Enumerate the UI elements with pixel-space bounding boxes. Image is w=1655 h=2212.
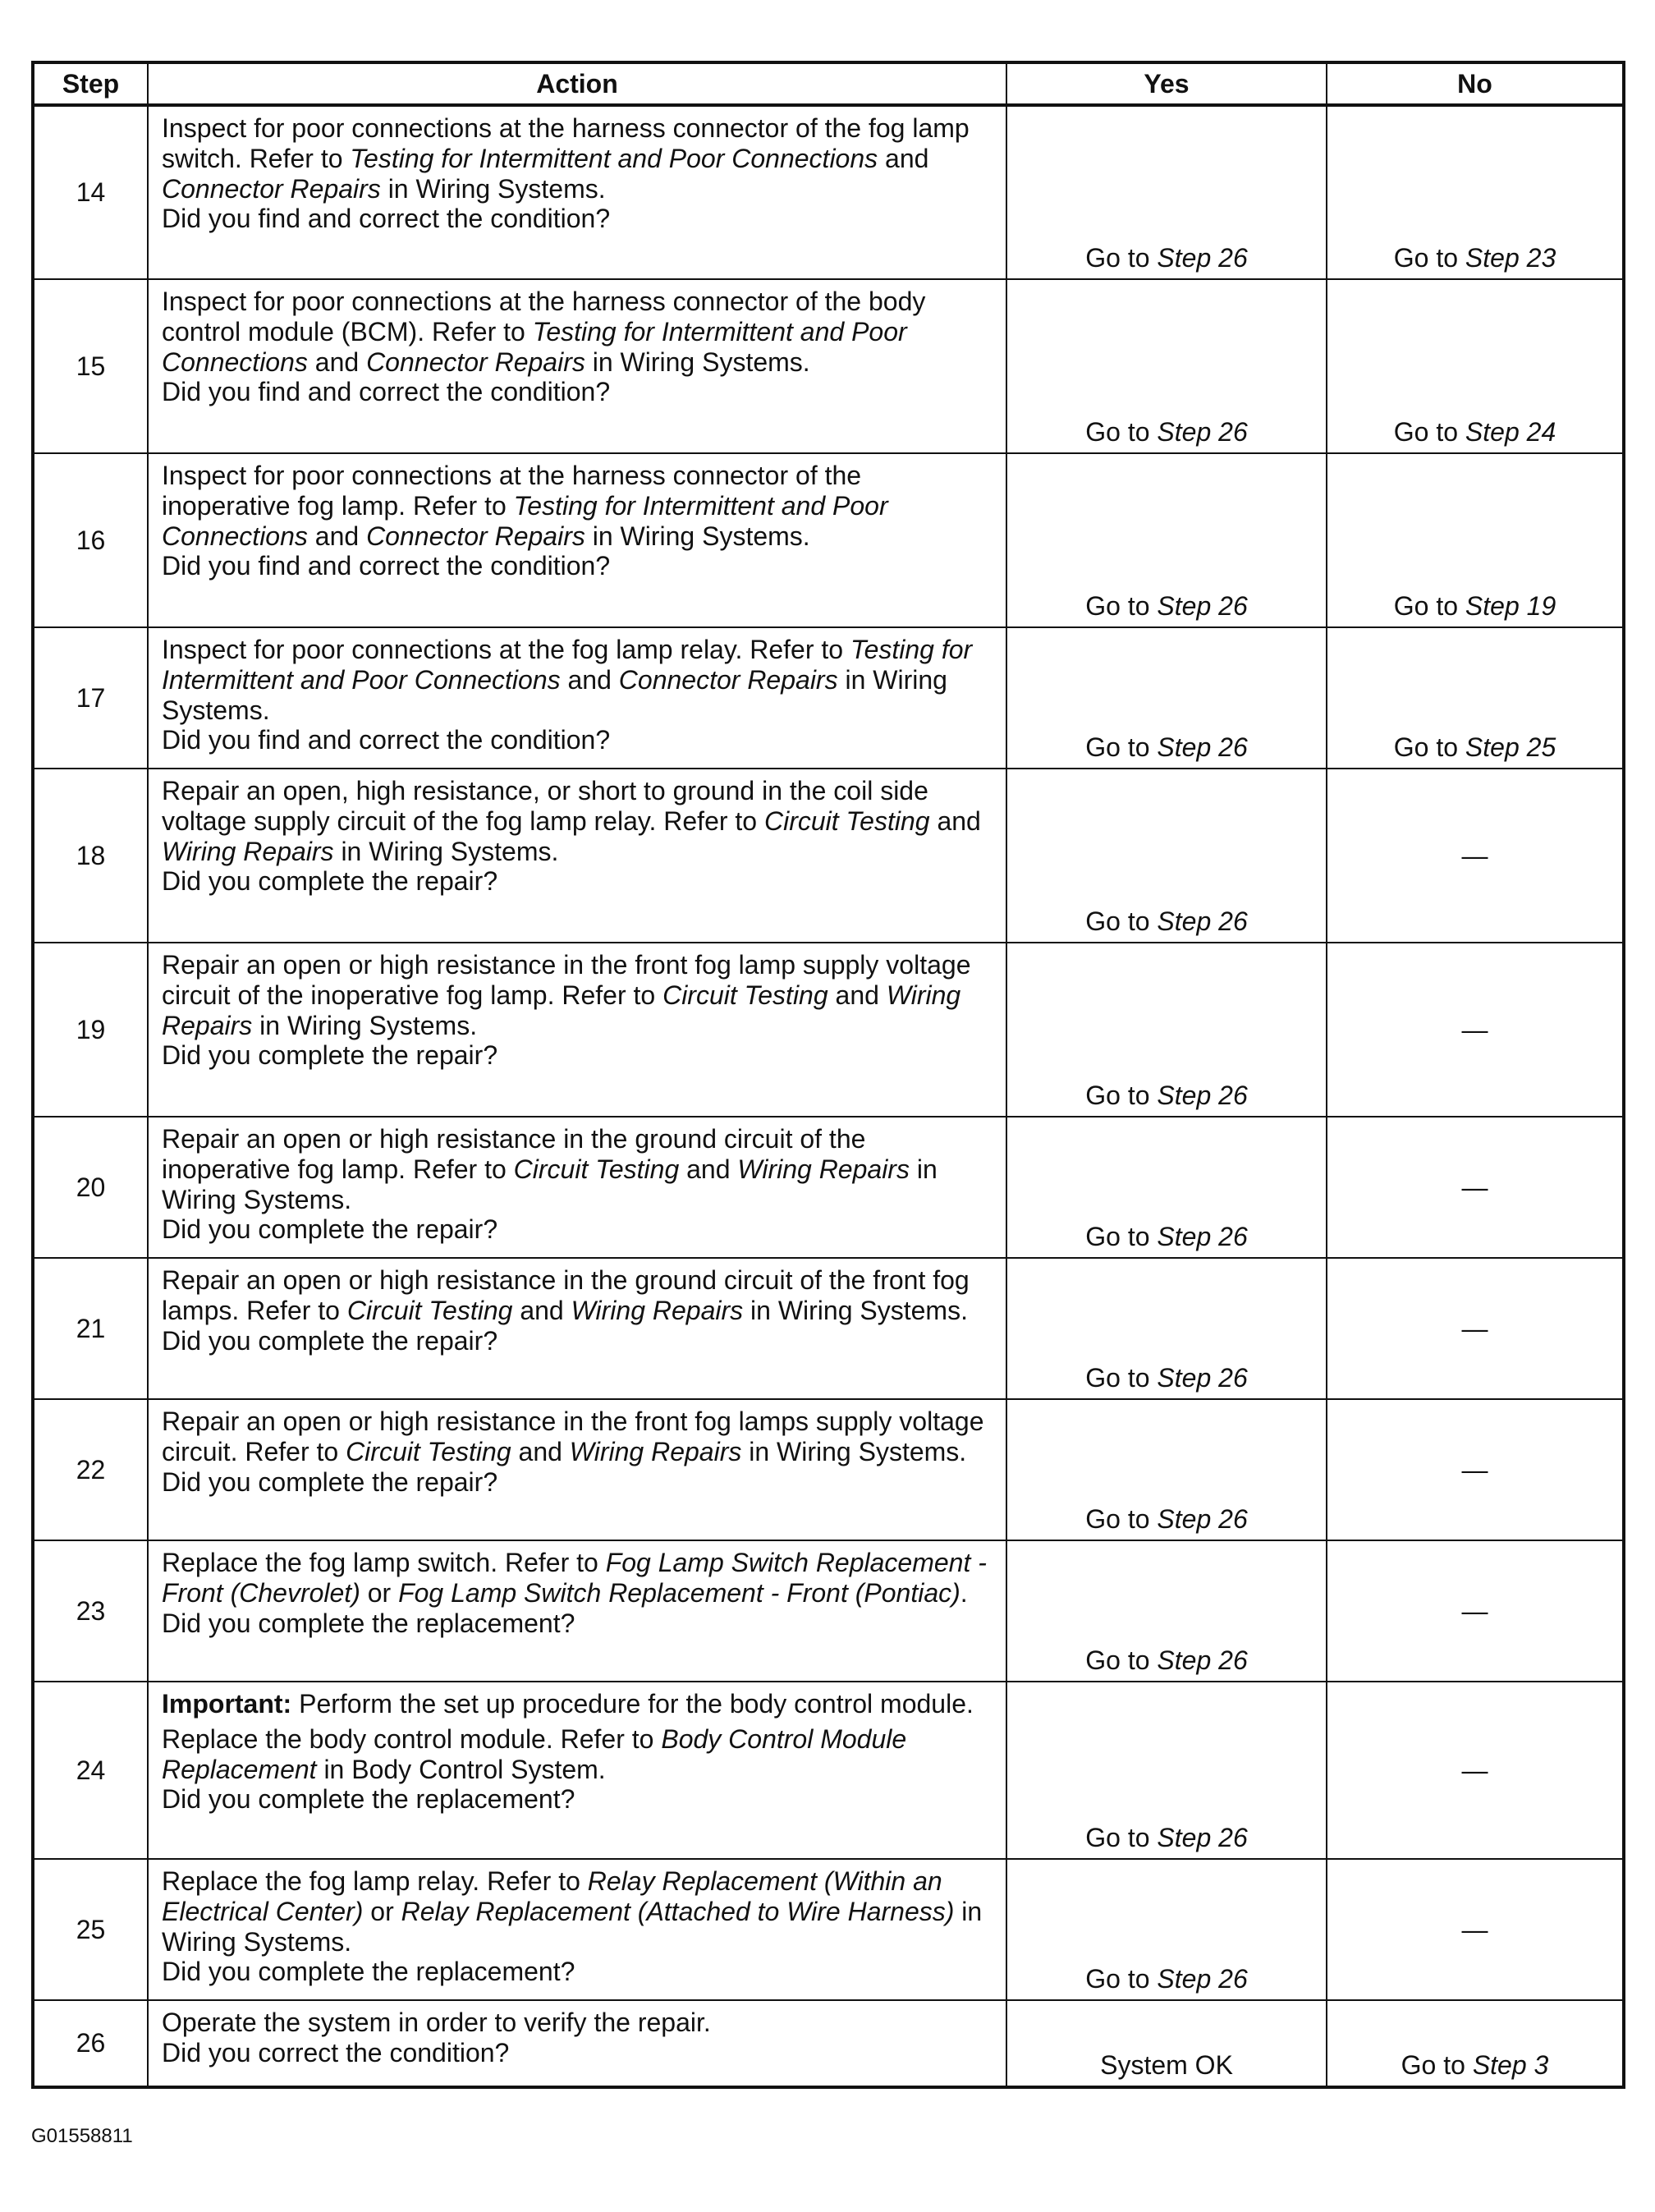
reference-text: Testing for Intermittent and Poor Connections [162, 635, 973, 695]
action-text: in Wiring Systems. [252, 1010, 478, 1040]
action-text: Repair an open or high resistance in the ground circuit of the inoperative fog lamp. Refer to [162, 1124, 866, 1184]
yes-text: Go to [1085, 1823, 1158, 1852]
no-cell [1327, 1258, 1624, 1399]
reference-text: Body Control Module Replacement [162, 1723, 907, 1784]
action-text: in Wiring Systems. [743, 1295, 968, 1325]
action-question: Did you complete the repair? [162, 866, 498, 897]
yes-text: Go to [1085, 906, 1158, 936]
table-row [33, 105, 1624, 279]
no-dash: — [1461, 1014, 1488, 1044]
yes-text: Go to [1085, 732, 1158, 762]
action-text: Perform the set up procedure for the body control module. [291, 1689, 974, 1719]
yes-text: Go to [1085, 1363, 1158, 1393]
yes-step-link[interactable]: Step 26 [1157, 1645, 1248, 1675]
table-row [33, 2000, 1624, 2087]
yes-step-link[interactable]: Step 26 [1157, 591, 1248, 621]
action-text: Operate the system in order to verify the repair. [162, 2008, 711, 2037]
reference-text: Circuit Testing [346, 1436, 511, 1466]
no-dash: — [1461, 1454, 1488, 1485]
no-cell [1327, 2000, 1624, 2087]
no-cell [1327, 453, 1624, 627]
action-question: Did you find and correct the condition? [162, 204, 611, 234]
action-question: Did you complete the replacement? [162, 1957, 575, 1987]
action-question: Did you complete the replacement? [162, 1608, 575, 1638]
yes-step-link[interactable]: Step 26 [1157, 1823, 1248, 1852]
reference-text: Testing for Intermittent and Poor Connections [162, 490, 888, 551]
action-text: Replace the fog lamp relay. Refer to [162, 1866, 588, 1896]
yes-text: Go to [1085, 243, 1158, 273]
no-cell [1327, 1117, 1624, 1258]
action-paragraph [162, 1265, 994, 1326]
action-text: Repair an open or high resistance in the front fog lamps supply voltage circuit. Refer to [162, 1407, 984, 1466]
yes-text: System OK [1100, 2050, 1233, 2080]
action-text: in Wiring Systems. [333, 836, 559, 866]
yes-text: Go to [1085, 1222, 1158, 1251]
reference-text: Relay Replacement (Within an Electrical Center) [162, 1866, 942, 1926]
action-question: Did you correct the condition? [162, 2037, 510, 2067]
action-text: in Wiring Systems. [585, 521, 810, 551]
action-paragraph [162, 950, 994, 1040]
action-text: in Wiring Systems. [162, 664, 947, 725]
table-row [33, 1399, 1624, 1540]
step-number: 14 [33, 105, 148, 279]
action-cell [148, 769, 1006, 943]
diagnostic-table [31, 61, 1625, 2089]
yes-step-link[interactable]: Step 26 [1157, 732, 1248, 762]
yes-text: Go to [1085, 591, 1158, 621]
action-question: Did you complete the repair? [162, 1040, 498, 1071]
action-cell [148, 1258, 1006, 1399]
table-row [33, 1117, 1624, 1258]
reference-text: Circuit Testing [346, 1295, 513, 1325]
action-text: in Wiring Systems. [162, 1154, 938, 1214]
reference-text: Wiring Repairs [162, 836, 334, 866]
no-dash: — [1461, 840, 1488, 870]
action-text: or [363, 1896, 401, 1926]
action-cell [148, 2000, 1006, 2087]
action-question: Did you find and correct the condition? [162, 725, 611, 755]
yes-cell [1006, 627, 1327, 769]
yes-text: Go to [1085, 1964, 1158, 1994]
action-text: and [878, 143, 929, 173]
header-action: Action [148, 62, 1006, 105]
no-cell [1327, 1399, 1624, 1540]
action-text: in Wiring Systems. [380, 173, 606, 204]
action-question: Did you complete the repair? [162, 1214, 498, 1245]
no-dash: — [1461, 1914, 1488, 1944]
action-text: Replace the fog lamp switch. Refer to [162, 1548, 606, 1577]
table-row [33, 453, 1624, 627]
action-question: Did you complete the replacement? [162, 1784, 575, 1815]
table-row [33, 279, 1624, 453]
reference-text: Wiring Repairs [737, 1154, 910, 1184]
action-paragraph [162, 1689, 994, 1719]
reference-text: Fog Lamp Switch Replacement - Front (Pontiac) [398, 1577, 960, 1608]
action-cell [148, 105, 1006, 279]
yes-cell [1006, 1258, 1327, 1399]
table-row [33, 1258, 1624, 1399]
action-text: Repair an open, high resistance, or short to ground in the coil side voltage supply circuit of the fog lamp relay. Refer to [162, 776, 928, 836]
action-cell [148, 1117, 1006, 1258]
action-paragraph [162, 1548, 994, 1609]
header-yes: Yes [1006, 62, 1327, 105]
step-number: 18 [33, 769, 148, 943]
no-text: Go to [1393, 591, 1465, 621]
action-paragraph [162, 1866, 994, 1957]
yes-text: Go to [1085, 1504, 1158, 1534]
action-paragraph [162, 635, 994, 725]
action-cell [148, 279, 1006, 453]
no-step-link[interactable]: Step 19 [1465, 591, 1556, 621]
action-cell [148, 453, 1006, 627]
reference-text: Testing for Intermittent and Poor Connections [162, 316, 907, 377]
action-question: Did you complete the repair? [162, 1325, 498, 1356]
action-text: and [307, 346, 367, 377]
table-row [33, 1682, 1624, 1859]
no-step-link[interactable]: Step 25 [1465, 732, 1556, 762]
reference-text: Wiring Repairs [569, 1436, 742, 1466]
yes-cell [1006, 1540, 1327, 1682]
yes-step-link[interactable]: Step 26 [1157, 417, 1248, 447]
no-text: Go to [1393, 732, 1465, 762]
no-cell [1327, 769, 1624, 943]
no-cell [1327, 105, 1624, 279]
no-step-link[interactable]: Step 3 [1472, 2050, 1549, 2080]
step-number: 19 [33, 943, 148, 1117]
action-text: Inspect for poor connections at the fog lamp relay. Refer to [162, 635, 850, 664]
step-number: 26 [33, 2000, 148, 2087]
table-row [33, 943, 1624, 1117]
action-text: and [512, 1295, 571, 1325]
action-text: or [360, 1577, 399, 1608]
no-step-link[interactable]: Step 24 [1465, 417, 1556, 447]
action-cell [148, 1859, 1006, 2000]
step-number: 17 [33, 627, 148, 769]
step-number: 23 [33, 1540, 148, 1682]
action-cell [148, 1682, 1006, 1859]
no-cell [1327, 943, 1624, 1117]
step-number: 15 [33, 279, 148, 453]
yes-cell [1006, 105, 1327, 279]
yes-step-link[interactable]: Step 26 [1157, 243, 1248, 273]
yes-step-link[interactable]: Step 26 [1157, 1222, 1248, 1251]
action-text: and [679, 1154, 738, 1184]
action-text: Repair an open or high resistance in the front fog lamp supply voltage circuit of the inoperative fog lamp. Refer to [162, 950, 971, 1010]
reference-text: Relay Replacement (Attached to Wire Harness) [401, 1896, 955, 1926]
no-text: Go to [1393, 243, 1465, 273]
yes-cell [1006, 943, 1327, 1117]
yes-cell [1006, 1859, 1327, 2000]
table-row [33, 1540, 1624, 1682]
no-dash: — [1461, 1172, 1488, 1202]
yes-step-link[interactable]: Step 26 [1157, 1363, 1248, 1393]
action-paragraph [162, 776, 994, 866]
reference-text: Connector Repairs [366, 521, 585, 551]
yes-cell [1006, 453, 1327, 627]
action-text: . [960, 1577, 968, 1608]
action-text: Replace the body control module. Refer to [162, 1723, 662, 1754]
action-text: Inspect for poor connections at the harness connector of the body control module (BCM). Refer to [162, 287, 926, 346]
action-paragraph [162, 2008, 994, 2038]
action-text: and [929, 805, 981, 836]
reference-text: Connector Repairs [618, 664, 838, 695]
yes-cell [1006, 279, 1327, 453]
table-row [33, 769, 1624, 943]
action-question: Did you complete the repair? [162, 1466, 498, 1497]
no-text: Go to [1393, 417, 1465, 447]
no-dash: — [1461, 1755, 1488, 1785]
action-text: and [307, 521, 367, 551]
action-cell [148, 1399, 1006, 1540]
action-text: and [828, 980, 887, 1010]
step-number: 16 [33, 453, 148, 627]
action-question: Did you find and correct the condition? [162, 551, 611, 581]
no-cell [1327, 1540, 1624, 1682]
table-row [33, 627, 1624, 769]
reference-text: Circuit Testing [662, 980, 828, 1010]
action-paragraph [162, 1724, 994, 1785]
table-body [33, 105, 1624, 2087]
yes-step-link[interactable]: Step 26 [1157, 1504, 1248, 1534]
no-dash: — [1461, 1313, 1488, 1343]
no-step-link[interactable]: Step 23 [1465, 243, 1556, 273]
action-text: Inspect for poor connections at the harness connector of the inoperative fog lamp. Refer to [162, 461, 862, 521]
action-paragraph [162, 461, 994, 551]
action-text: in Wiring Systems. [162, 1896, 983, 1957]
step-number: 24 [33, 1682, 148, 1859]
action-text: and [560, 664, 619, 695]
yes-text: Go to [1085, 1645, 1158, 1675]
yes-cell [1006, 1399, 1327, 1540]
reference-text: Testing for Intermittent and Poor Connections [350, 143, 878, 173]
yes-cell [1006, 1117, 1327, 1258]
no-text: Go to [1401, 2050, 1473, 2080]
action-cell [148, 943, 1006, 1117]
reference-text: Fog Lamp Switch Replacement - Front (Chevrolet) [162, 1548, 987, 1608]
reference-text: Wiring Repairs [571, 1295, 744, 1325]
yes-step-link[interactable]: Step 26 [1157, 1081, 1248, 1110]
reference-text: Circuit Testing [513, 1154, 680, 1184]
reference-text: Wiring Repairs [162, 980, 961, 1040]
action-paragraph [162, 113, 994, 204]
step-number: 21 [33, 1258, 148, 1399]
yes-text: Go to [1085, 417, 1158, 447]
action-text: in Wiring Systems. [585, 346, 810, 377]
step-number: 20 [33, 1117, 148, 1258]
yes-cell [1006, 2000, 1327, 2087]
header-step: Step [33, 62, 148, 105]
action-text: in Body Control System. [316, 1754, 606, 1784]
action-cell [148, 1540, 1006, 1682]
action-paragraph [162, 287, 994, 377]
step-number: 25 [33, 1859, 148, 2000]
yes-step-link[interactable]: Step 26 [1157, 906, 1248, 936]
action-question: Did you find and correct the condition? [162, 377, 611, 407]
action-paragraph [162, 1124, 994, 1214]
action-paragraph [162, 1407, 994, 1467]
action-cell [148, 627, 1006, 769]
header-no: No [1327, 62, 1624, 105]
yes-cell [1006, 1682, 1327, 1859]
yes-text: Go to [1085, 1081, 1158, 1110]
no-cell [1327, 1859, 1624, 2000]
no-cell [1327, 627, 1624, 769]
action-text: and [511, 1436, 570, 1466]
no-cell [1327, 1682, 1624, 1859]
reference-text: Connector Repairs [366, 346, 585, 377]
important-label: Important: [162, 1689, 292, 1719]
figure-id: G01558811 [31, 2125, 133, 2147]
action-text: Repair an open or high resistance in the ground circuit of the front fog lamps. Refer to [162, 1265, 970, 1325]
no-cell [1327, 279, 1624, 453]
reference-text: Connector Repairs [162, 173, 381, 204]
step-number: 22 [33, 1399, 148, 1540]
yes-cell [1006, 769, 1327, 943]
yes-step-link[interactable]: Step 26 [1157, 1964, 1248, 1994]
no-dash: — [1461, 1595, 1488, 1626]
table-header-row [33, 62, 1624, 105]
action-text: Inspect for poor connections at the harness connector of the fog lamp switch. Refer to [162, 113, 970, 173]
table-row [33, 1859, 1624, 2000]
action-text: in Wiring Systems. [741, 1436, 967, 1466]
reference-text: Circuit Testing [763, 805, 930, 836]
